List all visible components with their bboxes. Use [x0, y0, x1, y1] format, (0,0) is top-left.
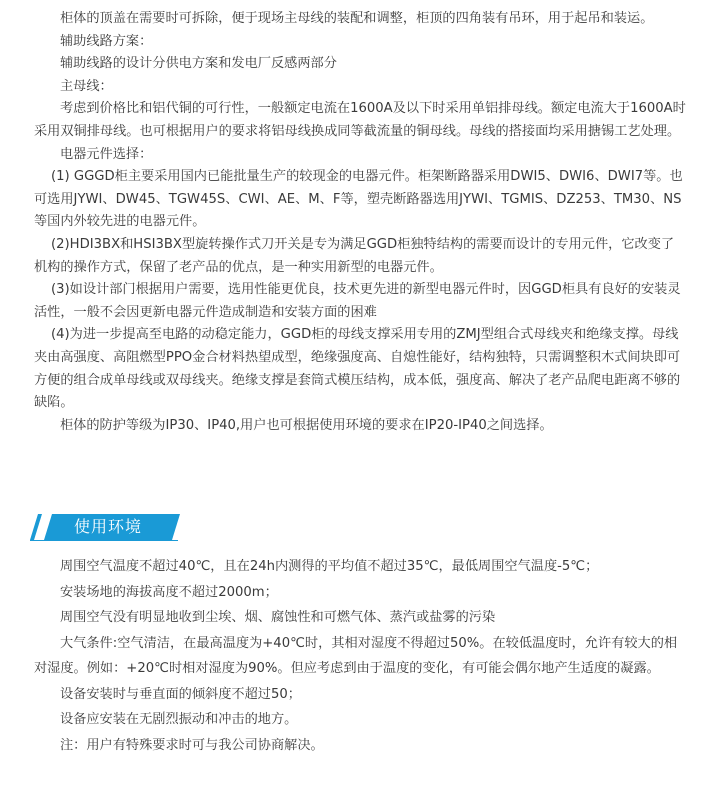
aux-circuit-text: 辅助线路的设计分供电方案和发电厂反感两部分 — [60, 56, 337, 72]
busbar-paragraph: 考虑到价格比和铝代铜的可行性，一般额定电流在1600A及以下时采用单铝排母线。额定电流大于1600A时采用双铜排母线。也可根据用户的要求将铝母线换成同等截流量的铜母线。母线的搭接面均采用搪锡工艺处理。 — [34, 101, 686, 139]
env-note: 注：用户有特殊要求时可与我公司协商解决。 — [60, 737, 324, 753]
component-item-1: (1) GGGD柜主要采用国内已能批量生产的较现金的电器元件。柜架断路器采用DWI5、DWI6、DWI7等。也可选用JYWI、DW45、TGW45S、CWI、AE、M、F等，塑壳断路器选用JYWI、TGMIS、DZ253、TM30、NS等国内外较先进的电器元件。 — [34, 169, 683, 230]
env-item: 大气条件:空气清洁，在最高温度为+40℃时，其相对湿度不得超过50%。在较低温度时，允许有较大的相对湿度。例如：+20℃时相对湿度为90%。但应考虑到由于温度的变化，有可能会偶尔地产生适度的凝露。 — [34, 635, 678, 676]
component-item-2: (2)HDI3BX和HSI3BX型旋转操作式刀开关是专为满足GGD柜独特结构的需要而设计的专用元件，它改变了机构的操作方式，保留了老产品的优点，是一种实用新型的电器元件。 — [34, 236, 675, 275]
aux-circuit-heading: 辅助线路方案： — [60, 33, 153, 49]
component-item-3: (3)如设计部门根据用户需要，选用性能更优良，技术更先进的新型电器元件时，因GGD柜具有良好的安装灵活性，一般不会因更新电器元件造成制造和安装方面的困难 — [34, 282, 681, 320]
top-cover-paragraph: 柜体的顶盖在需要时可拆除，便于现场主母线的装配和调整，柜顶的四角装有吊环，用于起吊和装运。 — [60, 11, 654, 26]
protection-paragraph: 柜体的防护等级为IP30、IP40,用户也可根据使用环境的要求在IP20-IP40之间选择。 — [60, 417, 553, 433]
component-heading: 电器元件选择： — [60, 146, 153, 162]
env-item: 设备安装时与垂直面的倾斜度不超过50； — [60, 686, 301, 702]
env-item: 周围空气没有明显地收到尘埃、烟、腐蚀性和可燃气体、蒸汽或盐雾的污染 — [60, 610, 496, 625]
env-item: 安装场地的海拔高度不超过2000m； — [60, 584, 278, 600]
section-heading — [30, 514, 180, 540]
product-description-section — [34, 8, 686, 437]
section-title: 使用环境 — [74, 517, 143, 536]
env-item: 周围空气温度不超过40℃，且在24h内测得的平均值不超过35℃，最低周围空气温度-5℃； — [60, 559, 599, 574]
busbar-heading: 主母线： — [60, 78, 113, 94]
heading-underline — [30, 540, 178, 541]
environment-section — [34, 554, 686, 758]
component-item-4: (4)为进一步提高至电路的动稳定能力，GGD柜的母线支撑采用专用的ZMJ型组合式母线夹和绝缘支撑。母线夹由高强度、高阻燃型PPO金合材料热望成型，绝缘强度高、自熄性能好，结构独特，只需调整积木式间块即可方便的组合成单母线或双母线夹。绝缘支撑是套筒式模压结构，成本低，强度高、解决了老产品爬电距离不够的缺陷。 — [34, 327, 681, 411]
env-item: 设备应安装在无剧烈振动和冲击的地方。 — [60, 712, 298, 727]
